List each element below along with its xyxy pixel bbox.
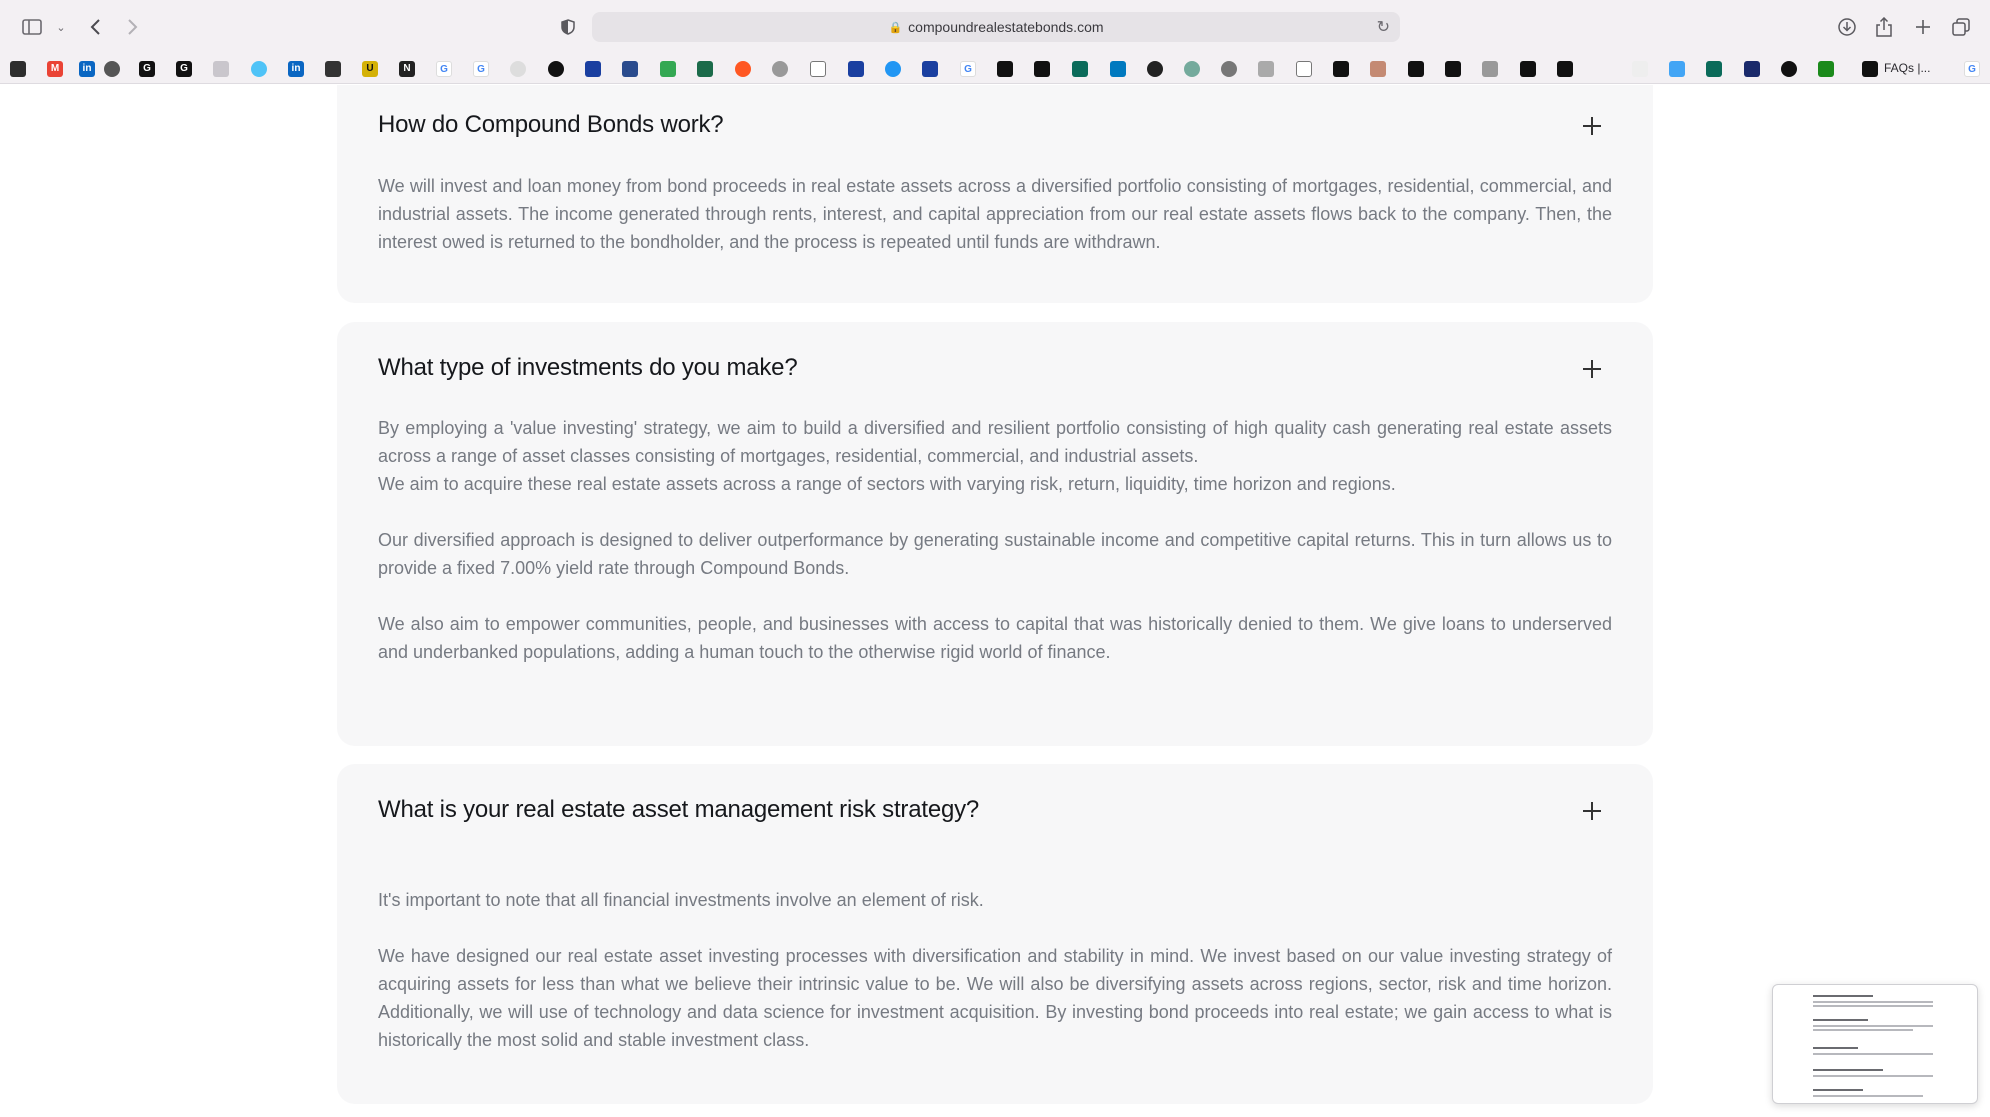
faq-item-risk-strategy (337, 764, 1653, 1104)
bookmark-icon[interactable] (1072, 61, 1088, 77)
bookmark-icon[interactable] (1445, 61, 1461, 77)
bookmark-icon[interactable] (1557, 61, 1573, 77)
bookmark-icon[interactable] (885, 61, 901, 77)
linkedin-icon[interactable]: in (79, 61, 95, 77)
bookmark-icon[interactable] (922, 61, 938, 77)
plus-icon[interactable] (1583, 117, 1601, 135)
page-content (0, 85, 1990, 1117)
trello-icon[interactable] (1110, 61, 1126, 77)
bookmark-icon[interactable] (1818, 61, 1834, 77)
clock-icon[interactable] (104, 61, 120, 77)
browser-toolbar (0, 0, 1990, 54)
bookmark-icon[interactable] (1862, 61, 1878, 77)
google-icon[interactable]: G (473, 61, 489, 77)
reload-icon[interactable]: ↻ (1376, 19, 1390, 36)
bookmark-icon[interactable] (251, 61, 267, 77)
bookmarks-bar (0, 54, 1990, 84)
faq-item-how-bonds-work (337, 85, 1653, 303)
share-icon[interactable] (1873, 14, 1895, 40)
faq-item-investment-types (337, 322, 1653, 746)
faq-answer-paragraph: Our diversified approach is designed to deliver outperformance by generating sustainable income and competitive capital returns. This in turn allows us to provide a fixed 7.00% yield rate through Compound Bonds. (378, 530, 1612, 578)
linkedin-icon[interactable]: in (288, 61, 304, 77)
plus-icon[interactable] (1583, 802, 1601, 820)
bookmark-icon[interactable] (810, 61, 826, 77)
bookmark-icon[interactable] (325, 61, 341, 77)
plus-icon[interactable] (1912, 14, 1934, 40)
bookmark-icon[interactable] (1520, 61, 1536, 77)
bookmark-icon[interactable] (848, 61, 864, 77)
bookmark-icon[interactable] (548, 61, 564, 77)
bookmark-icon[interactable] (1034, 61, 1050, 77)
page-thumbnail-preview[interactable] (1772, 984, 1978, 1104)
faq-question[interactable]: What type of investments do you make? (378, 354, 798, 381)
bookmark-g2-icon[interactable]: G (176, 61, 192, 77)
tabs-icon[interactable] (1950, 14, 1972, 40)
google-icon[interactable]: G (960, 61, 976, 77)
bookmark-icon[interactable] (697, 61, 713, 77)
bookmark-icon[interactable] (997, 61, 1013, 77)
download-icon[interactable] (1836, 14, 1858, 40)
faq-answer-paragraph: We aim to acquire these real estate assets across a range of sectors with varying risk, return, liquidity, time horizon and regions. (378, 474, 1396, 494)
faq-question[interactable]: How do Compound Bonds work? (378, 111, 724, 138)
bookmark-icon[interactable] (622, 61, 638, 77)
bookmark-icon[interactable] (1706, 61, 1722, 77)
bookmark-icon[interactable] (1296, 61, 1312, 77)
chevron-left-icon[interactable] (86, 14, 106, 40)
plus-icon[interactable] (1583, 360, 1601, 378)
bookmark-faqs-label[interactable]: FAQs |... (1884, 61, 1931, 75)
bookmark-icon[interactable] (1221, 61, 1237, 77)
bookmark-icon[interactable] (1781, 61, 1797, 77)
url-bar[interactable] (592, 12, 1400, 42)
bookmark-icon[interactable] (10, 61, 26, 77)
google-icon[interactable]: G (436, 61, 452, 77)
bookmark-icon[interactable] (585, 61, 601, 77)
bookmark-g-icon[interactable]: G (139, 61, 155, 77)
bookmark-icon[interactable] (772, 61, 788, 77)
gmail-icon[interactable]: M (47, 61, 63, 77)
faq-answer-paragraph: We also aim to empower communities, people, and businesses with access to capital that was historically denied to them. We give loans to underserved and underbanked populations, adding a human touch to the otherwise rigid world of finance. (378, 614, 1612, 662)
faq-answer-paragraph: We will invest and loan money from bond proceeds in real estate assets across a diversified portfolio consisting of mortgages, residential, commercial, and industrial assets. The income generated through rents, interest, and capital appreciation from our real estate assets flows back to the company. Then, the interest owed is returned to the bondholder, and the process is repeated until funds are withdrawn. (378, 176, 1612, 252)
faq-answer-paragraph: It's important to note that all financial investments involve an element of risk. (378, 890, 984, 910)
shield-icon[interactable] (558, 14, 578, 40)
bookmark-n-icon[interactable]: N (399, 61, 415, 77)
sidebar-icon[interactable] (20, 14, 44, 40)
bookmark-icon[interactable] (1632, 61, 1648, 77)
bookmark-icon[interactable] (735, 61, 751, 77)
bookmark-icon[interactable] (1408, 61, 1424, 77)
bookmark-u-icon[interactable]: U (362, 61, 378, 77)
lock-icon: 🔒 (888, 21, 903, 34)
bookmark-icon[interactable] (1333, 61, 1349, 77)
chevron-down-icon[interactable]: ⌄ (56, 21, 66, 34)
chevron-right-icon[interactable] (122, 14, 142, 40)
bookmark-icon[interactable] (213, 61, 229, 77)
bookmark-icon[interactable] (1669, 61, 1685, 77)
faq-question[interactable]: What is your real estate asset management risk strategy? (378, 796, 980, 823)
bookmark-icon[interactable] (1370, 61, 1386, 77)
bookmark-icon[interactable] (1744, 61, 1760, 77)
faq-answer-paragraph: By employing a 'value investing' strategy, we aim to build a diversified and resilient portfolio consisting of high quality cash generating real estate assets across a range of asset classes consisting of mortgages, residential, commercial, and industrial assets. (378, 418, 1612, 466)
bookmark-icon[interactable] (1184, 61, 1200, 77)
url-text: compoundrealestatebonds.com (908, 19, 1104, 35)
bookmark-icon[interactable] (1482, 61, 1498, 77)
bookmark-icon[interactable] (1147, 61, 1163, 77)
bookmark-icon[interactable] (660, 61, 676, 77)
bookmark-icon[interactable] (1258, 61, 1274, 77)
bookmark-icon[interactable] (510, 61, 526, 77)
google-icon[interactable]: G (1964, 61, 1980, 77)
faq-answer-paragraph: We have designed our real estate asset investing processes with diversification and stability in mind. We invest based on our value investing strategy of acquiring assets for less than what we believe their intrinsic value to be. We will also be diversifying assets across regions, sector, risk and time horizon. Additionally, we will use of technology and data science for investment acquisition. By investing bond proceeds into real estate; we gain access to what is historically the most solid and stable investment class. (378, 946, 1612, 1050)
